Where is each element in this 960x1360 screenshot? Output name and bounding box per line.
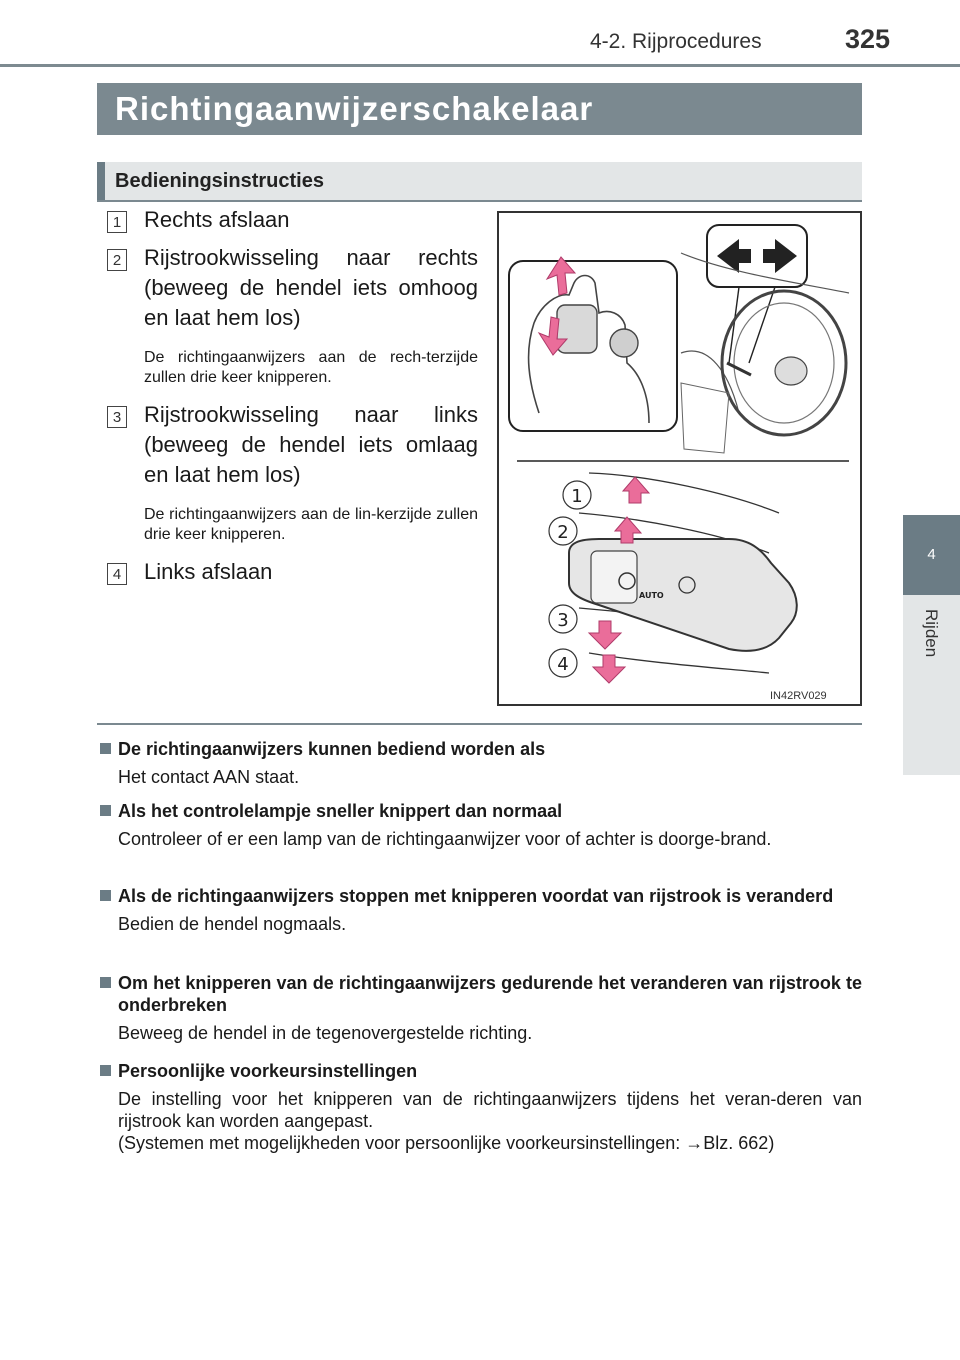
info-item: [100, 885, 862, 935]
info-heading: Persoonlijke voorkeursinstellingen: [100, 1060, 862, 1082]
info-heading: Als de richtingaanwijzers stoppen met knipperen voordat van rijstrook is veranderd: [100, 885, 862, 907]
info-body: Het contact AAN staat.: [118, 767, 300, 787]
running-header-section: 4-2. Rijprocedures: [590, 30, 762, 53]
info-item: [100, 800, 862, 850]
header-divider: [0, 64, 960, 67]
bullet-square-icon: [100, 890, 111, 901]
info-heading: Om het knipperen van de richtingaanwijzers gedurende het veranderen van rijstrook te onderbreken: [100, 972, 862, 1016]
step-note-3: De richtingaanwijzers aan de lin-kerzijde zullen drie keer knipperen.: [144, 506, 478, 543]
callout-arrow-1: [623, 477, 649, 503]
page-title: Richtingaanwijzerschakelaar: [97, 83, 862, 135]
lever-base: [610, 329, 638, 357]
info-item: [100, 972, 862, 1044]
bullet-square-icon: [100, 743, 111, 754]
section-divider: [97, 723, 862, 725]
section-subtitle: Bedieningsinstructies: [115, 170, 324, 192]
info-item: [100, 738, 862, 788]
callout-label-4: 4: [557, 654, 569, 675]
step-number-3: 3: [107, 406, 127, 428]
chapter-tab-label: Rijden: [922, 609, 941, 658]
bullet-square-icon: [100, 977, 111, 988]
chapter-tab[interactable]: [903, 595, 960, 775]
callout-label-1: 1: [571, 486, 583, 507]
callout-arrow-4: [593, 655, 625, 683]
step-number-1: 1: [107, 211, 127, 233]
page-number: 325: [845, 24, 891, 54]
info-heading: Als het controlelampje sneller knippert dan normaal: [100, 800, 862, 822]
callout-label-2: 2: [557, 522, 569, 543]
step-text-4: Links afslaan: [144, 559, 273, 584]
subtitle-accent: [97, 162, 105, 200]
callout-label-3: 3: [557, 610, 569, 631]
lever-auto-label: AUTO: [639, 591, 664, 600]
step-number-4: 4: [107, 563, 127, 585]
bullet-square-icon: [100, 1065, 111, 1076]
turn-signal-figure: [497, 211, 862, 706]
callout-arrow-3: [589, 621, 621, 649]
info-body: De instelling voor het knipperen van de richtingaanwijzers tijdens het veran-deren van rijstrook kan worden aangepast. (Systemen met mogelijkheden voor persoonlijke voorkeursinstellingen: →Blz. 662): [118, 1089, 862, 1153]
step-number-2: 2: [107, 249, 127, 271]
info-heading: De richtingaanwijzers kunnen bediend worden als: [100, 738, 862, 760]
turn-signal-illustration: [499, 213, 860, 704]
step-text-2: Rijstrookwisseling naar rechts (beweeg de hendel iets omhoog en laat hem los): [144, 245, 478, 330]
section-subtitle-bar: [97, 162, 862, 202]
chapter-tab-number[interactable]: 4: [903, 515, 960, 595]
step-text-3: Rijstrookwisseling naar links (beweeg de hendel iets omlaag en laat hem los): [144, 402, 478, 487]
figure-code: IN42RV029: [770, 690, 827, 702]
bullet-square-icon: [100, 805, 111, 816]
step-note-2: De richtingaanwijzers aan de rech-terzijde zullen drie keer knipperen.: [144, 349, 478, 386]
info-body: Beweeg de hendel in de tegenovergestelde richting.: [118, 1023, 533, 1043]
info-item: [100, 1060, 862, 1154]
lever-stalk: [557, 305, 597, 353]
info-body: Bedien de hendel nogmaals.: [118, 914, 347, 934]
info-body: Controleer of er een lamp van de richtingaanwijzer voor of achter is doorge-brand.: [118, 829, 772, 849]
step-text-1: Rechts afslaan: [144, 207, 290, 232]
